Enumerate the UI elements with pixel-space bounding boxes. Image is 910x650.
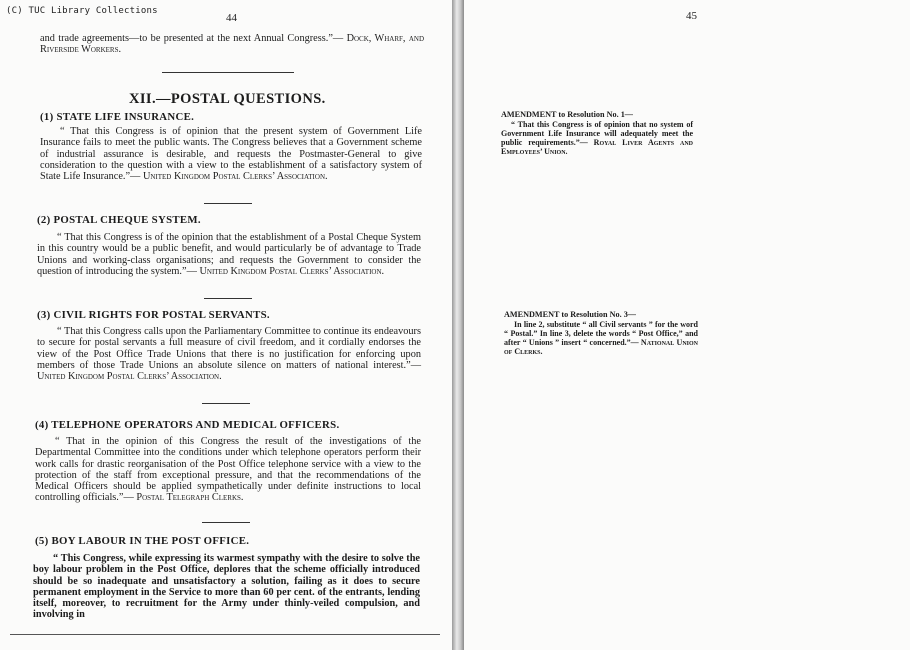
divider-rule [162,72,294,73]
book-gutter [452,0,464,650]
amendment-title-2: AMENDMENT to Resolution No. 3— [504,310,636,319]
intro-paragraph [40,33,424,56]
amendment-body-1: “ That this Congress is of opinion that no system of Government Life Insurance will adequately meet the public requirements.”— Royal Liver Agents and Employees’ Union. [501,120,694,156]
divider-rule [204,298,252,299]
item-heading-4: (4) TELEPHONE OPERATORS AND MEDICAL OFFICERS. [35,419,340,431]
item-heading-5: (5) BOY LABOUR IN THE POST OFFICE. [35,535,250,547]
intro-text: and trade agreements—to be presented at the next Annual Congress.”— [40,33,344,44]
amendment-body-2: In line 2, substitute “ all Civil servants ” for the word “ Postal.” In line 3, delete the words “ Post Office,” and after “ Unions ” insert “ concerned.”— National Union of Clerks. [504,320,698,356]
page-number-left: 44 [226,12,237,24]
item-attribution-3: United Kingdom Postal Clerks’ Association. [37,371,222,383]
item-text-2: “ That this Congress is of the opinion that the establishment of a Postal Cheque System in this country would be a public benefit, and would particularly be of advantage to Trade Unions and working-class organisations; and requests the Government to consider the question of introducing the system.”— United Kingdom Postal Clerks’ Association. [37,232,421,277]
item-text-5: “ This Congress, while expressing its warmest sympathy with the desire to solve the boy labour problem in the Post Office, deplores that the scheme officially introduced should be so inadequate and unsatisfactory a solution, failing as it does to secure permanent employment in the Service to more than 60 per cent. of the entrants, lending itself, moreover, to recruitment for the Army under thinly-veiled compulsion, and involving in [33,553,420,621]
item-attribution-2: United Kingdom Postal Clerks’ Association. [199,265,385,277]
item-heading-1: (1) STATE LIFE INSURANCE. [40,111,195,123]
item-text-4: “ That in the opinion of this Congress the result of the investigations of the Departmental Committee into the conditions under which telephone operators perform their work calls for drastic reorganisation of the Post Office telephone service with a view to the protection of the staff from exceptional pressure, and that the recommendations of the Medical Officers should be applied sympathetically under definite instructions to local controlling officials.”— Postal Telegraph Clerks. [35,436,421,504]
amendment-title-1: AMENDMENT to Resolution No. 1— [501,110,633,119]
intro-attribution: Dock, Wharf, and Riverside Workers. [40,33,424,56]
item-text-1: “ That this Congress is of opinion that the present system of Government Life Insurance fails to meet the public wants. The Congress believes that a Government scheme of industrial assurance is desirable, and requests the Postmaster-General to give consideration to the question with a view to the establishment of a satisfactory system of State Life Insurance.”— United Kingdom Postal Clerks’ Association. [40,126,422,183]
divider-rule [204,203,252,204]
watermark: (C) TUC Library Collections [6,6,158,16]
page-number-right: 45 [686,10,697,22]
page-bottom-edge [10,634,440,635]
divider-rule [202,403,250,404]
right-page [464,0,910,650]
item-heading-2: (2) POSTAL CHEQUE SYSTEM. [37,214,201,226]
item-attribution-4: Postal Telegraph Clerks. [136,492,244,504]
left-page [0,0,452,650]
amendment-attribution-2: National Union of Clerks. [504,337,698,356]
item-attribution-1: United Kingdom Postal Clerks’ Association. [142,171,328,183]
section-title: XII.—POSTAL QUESTIONS. [129,91,326,107]
amendment-attribution-1: Royal Liver Agents and Employees’ Union. [501,137,694,156]
item-text-3: “ That this Congress calls upon the Parliamentary Committee to continue its endeavours to secure for postal servants a full measure of civil freedom, and it cordially endorses the view of the Post Office Trade Unions that there is no justification for enforcing upon members of those Trade Unions an absolute silence on matters of national interest.”— United Kingdom Postal Clerks’ Association. [37,326,421,383]
item-heading-3: (3) CIVIL RIGHTS FOR POSTAL SERVANTS. [37,309,270,321]
divider-rule [202,522,250,523]
